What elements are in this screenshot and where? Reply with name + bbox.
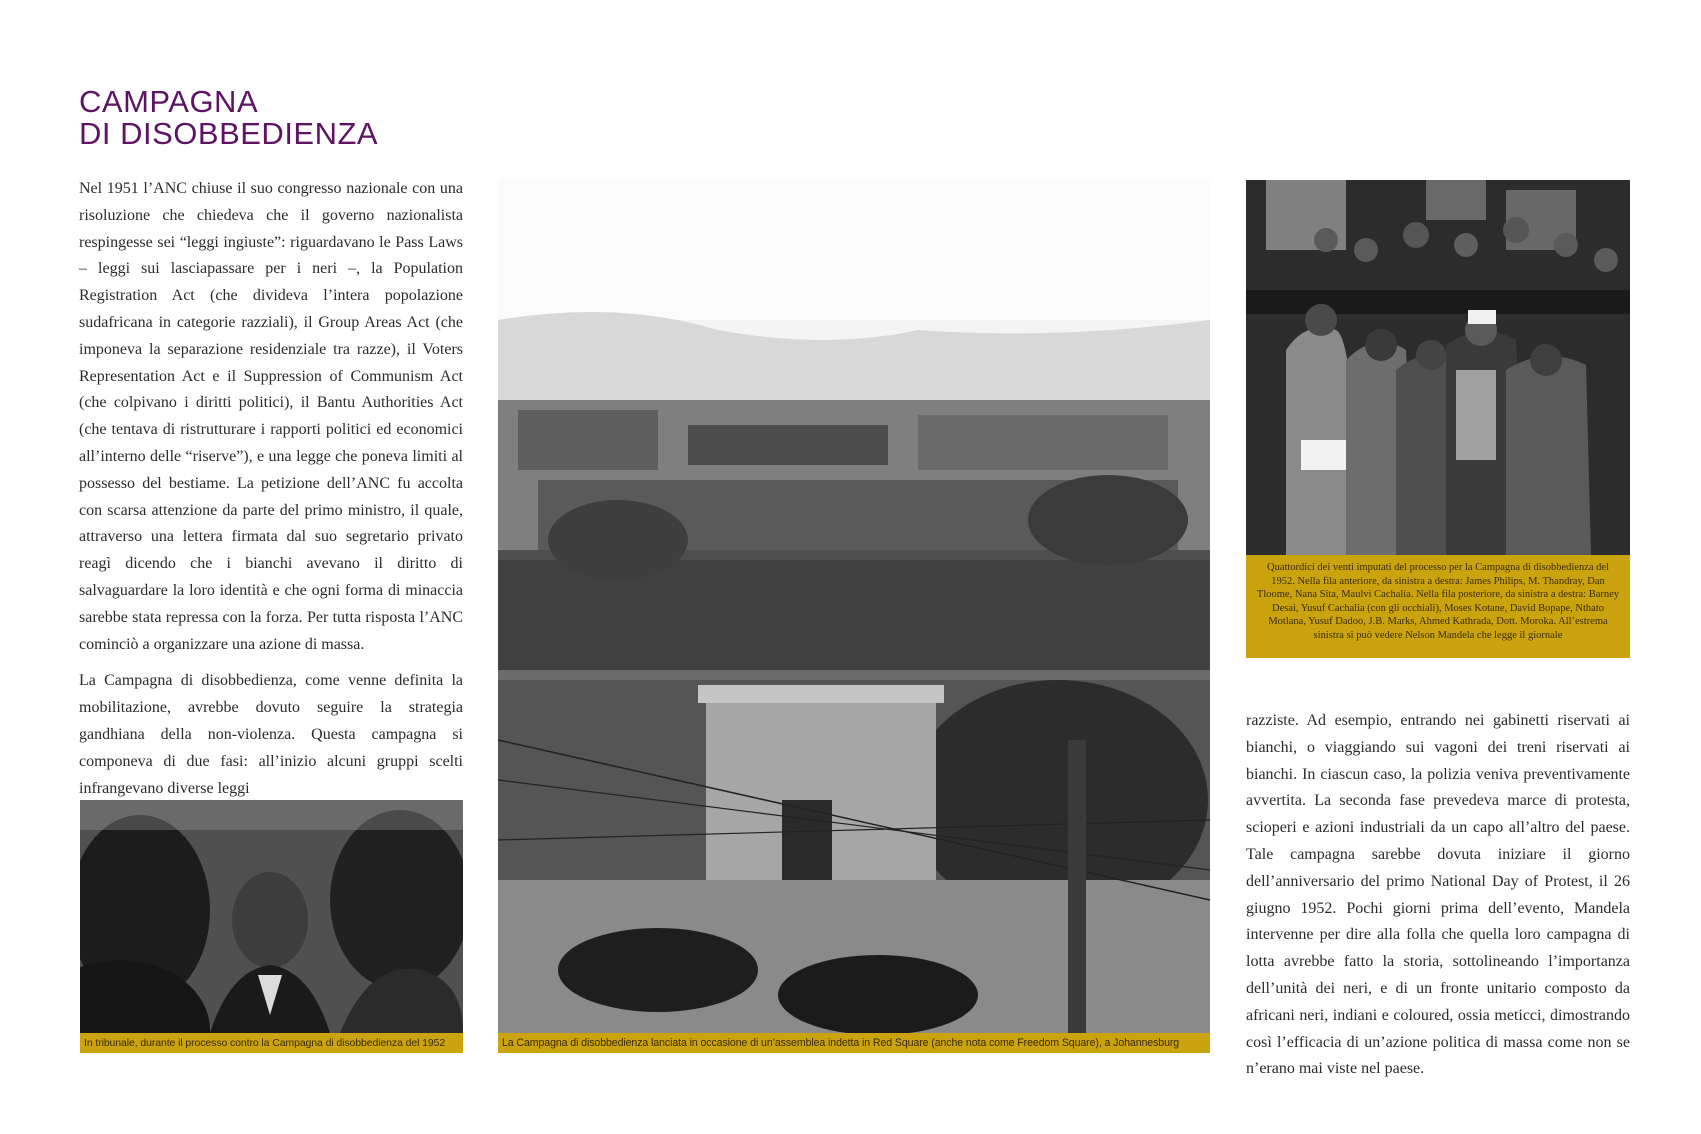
paragraph: La Campagna di disobbedienza, come venne definita la mobilitazione, avrebbe dovuto seguire la strategia gandhiana della non-violenza. Questa campagna si componeva di due fasi: all’inizio alcuni gruppi scelti infrangevano diverse leggi [79, 672, 463, 797]
red-square-photo-caption: La Campagna di disobbedienza lanciata in occasione di un’assemblea indetta in Red Square (anche nota come Freedom Square), a Johannesburg [498, 1033, 1210, 1053]
paragraph: Nel 1951 l’ANC chiuse il suo congresso nazionale con una risoluzione che chiedeva che il governo nazionalista respingesse sei “leggi ingiuste”: riguardavano le Pass Laws – leggi sui lasciapassare per i neri –, la Population Registration Act (che divideva l’intera popolazione sudafricana in categorie razziali), il Group Areas Act (che imponeva la separazione residenziale tra razze), il Voters Representation Act e il Suppression of Communism Act (che colpivano i diritti politici), il Bantu Authorities Act (che tentava di ristrutturare i rapporti politici ed economici all’interno delle “riserve”), e una legge che poneva limiti al possesso del bestiame. La petizione dell’ANC fu accolta con scarsa attenzione da parte del primo ministro, il quale, attraverso una lettera firmata dal suo segretario privato reagì dicendo che i bianchi avevano il diritto di salvaguardare la loro identità e che ogni forma di minaccia sarebbe stata repressa con la forza. Per tutta risposta l’ANC cominciò a organizzare una azione di massa. [79, 180, 463, 653]
defendants-photo-caption: Quattordici dei venti imputati del processo per la Campagna di disobbedienza del 1952. Nella fila anteriore, da sinistra a destra: James Philips, M. Thandray, Dan Tloome, Nana Sita, Maulvi Cachalia. Nella fila posteriore, da sinistra a destra: Barney Desai, Yusuf Cachalia (con gli occhiali), Moses Kotane, David Bopape, Nthato Motlana, Yusuf Dadoo, J.B. Marks, Ahmed Kathrada, Dott. Moroka. All’estrema sinistra si può vedere Nelson Mandela che legge il giornale [1246, 555, 1630, 658]
defendants-photo [1246, 180, 1630, 555]
page-title-line-2: DI DISOBBEDIENZA [79, 116, 379, 151]
red-square-photo [498, 180, 1210, 1033]
paragraph: razziste. Ad esempio, entrando nei gabinetti riservati ai bianchi, o viaggiando sui vagoni dei treni riservati ai bianchi. In ciascun caso, la polizia veniva preventivamente avvertita. La seconda fase prevedeva marce di protesta, scioperi e azioni industriali da un capo all’altro del paese. Tale campagna sarebbe dovuta iniziare il giorno dell’anniversario del primo National Day of Protest, il 26 giugno 1952. Pochi giorni prima dell’evento, Mandela intervenne per dire alla folla che quella loro campagna di lotta avrebbe fatto la storia, sottolineando l’importanza dell’unità dei neri, e di un fronte unitario composto da africani neri, indiani e coloured, ossia meticci, dimostrando così l’efficacia di un’azione politica di massa come non se n’erano mai viste nel paese. [1246, 712, 1630, 1078]
courtroom-photo [80, 800, 463, 1033]
courtroom-photo-caption: In tribunale, durante il processo contro la Campagna di disobbedienza del 1952 [80, 1033, 463, 1053]
page-title-line-1: CAMPAGNA [79, 84, 259, 119]
left-text-column [79, 176, 463, 812]
page-title [79, 86, 378, 150]
right-text-column [1246, 708, 1630, 1093]
